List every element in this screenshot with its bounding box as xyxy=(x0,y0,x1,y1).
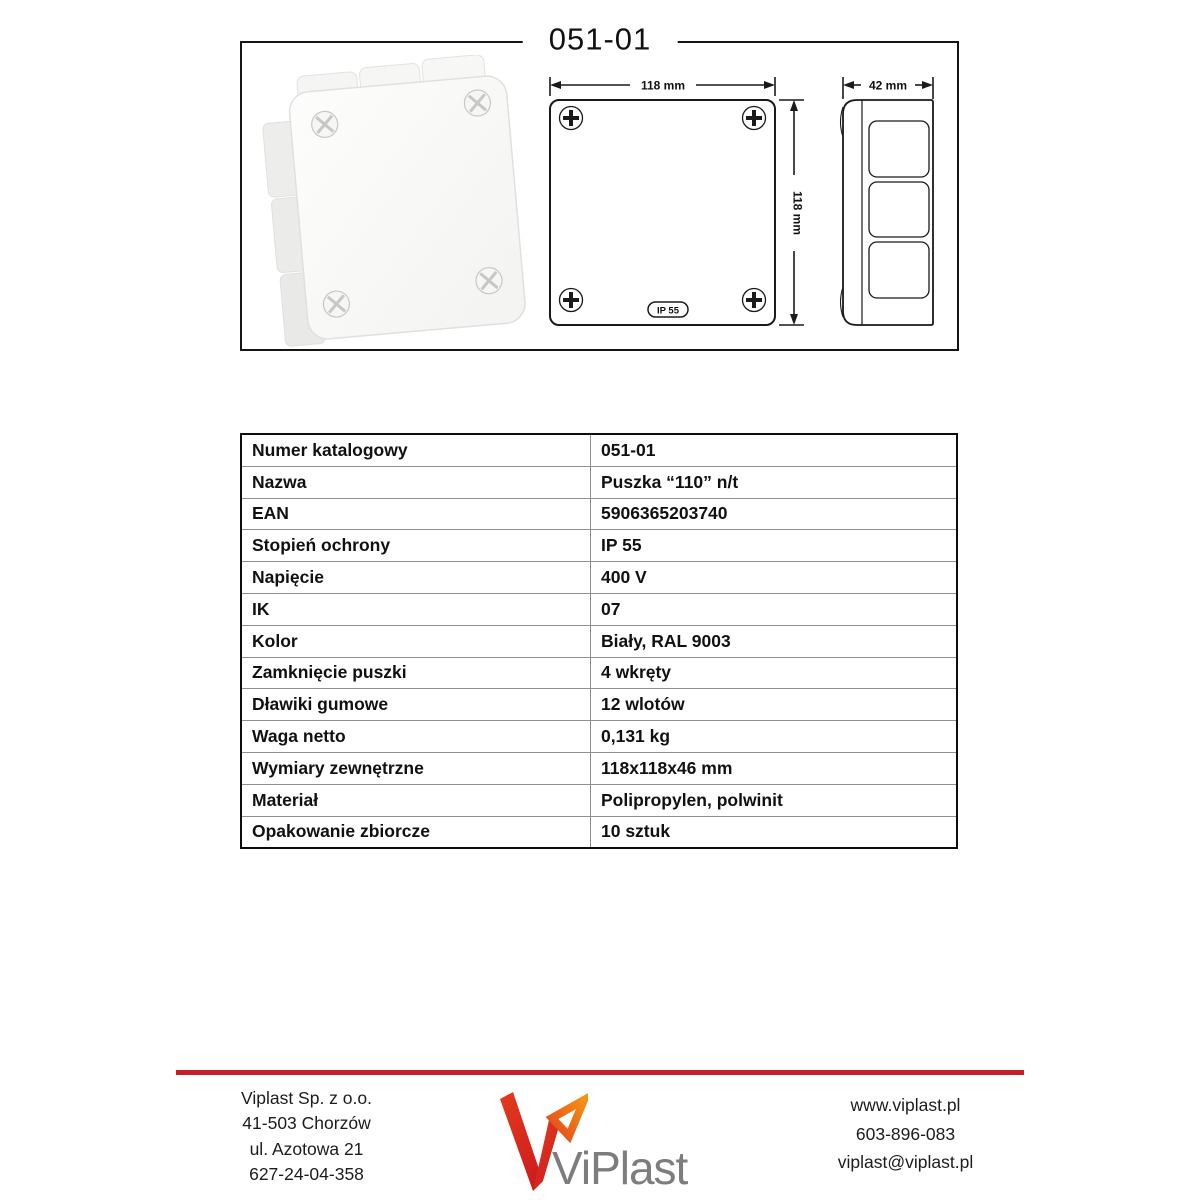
table-row xyxy=(241,466,957,498)
front-width-dimension: 118 mm xyxy=(640,78,686,93)
spec-value: 5906365203740 xyxy=(591,498,958,530)
spec-label: Napięcie xyxy=(241,562,591,594)
spec-label: Materiał xyxy=(241,784,591,816)
contact-email: viplast@viplast.pl xyxy=(837,1152,974,1173)
company-street: ul. Azotowa 21 xyxy=(249,1138,364,1159)
company-city: 41-503 Chorzów xyxy=(242,1113,371,1134)
table-row xyxy=(241,498,957,530)
front-view-drawing xyxy=(546,73,812,331)
spec-table xyxy=(240,433,958,849)
spec-label: Numer katalogowy xyxy=(241,434,591,466)
side-width-dimension: 42 mm xyxy=(868,78,908,93)
company-name: Viplast Sp. z o.o. xyxy=(240,1088,372,1108)
grommet-panel xyxy=(869,121,929,177)
company-address xyxy=(204,1086,409,1188)
front-height-dimension: 118 mm xyxy=(790,190,805,236)
viplast-logo xyxy=(490,1089,730,1195)
table-row xyxy=(241,784,957,816)
table-row xyxy=(241,657,957,689)
side-view-drawing xyxy=(836,73,948,331)
spec-value: 07 xyxy=(591,593,958,625)
table-row xyxy=(241,689,957,721)
spec-label: Nazwa xyxy=(241,466,591,498)
spec-value: 10 sztuk xyxy=(591,816,958,848)
table-row xyxy=(241,434,957,466)
spec-label: Opakowanie zbiorcze xyxy=(241,816,591,848)
screw-icon xyxy=(743,107,766,130)
page-title: 051-01 xyxy=(523,22,678,58)
spec-value: Polipropylen, polwinit xyxy=(591,784,958,816)
screw-icon xyxy=(743,289,766,312)
spec-label: Dławiki gumowe xyxy=(241,689,591,721)
table-row xyxy=(241,721,957,753)
spec-value: 051-01 xyxy=(601,439,656,460)
table-row xyxy=(241,752,957,784)
product-photo xyxy=(250,55,530,347)
product-image-panel xyxy=(240,41,959,351)
grommet-panel xyxy=(869,242,929,298)
spec-label: Wymiary zewnętrzne xyxy=(241,752,591,784)
spec-label: Stopień ochrony xyxy=(241,530,591,562)
spec-value: IP 55 xyxy=(591,530,958,562)
spec-value: 400 V xyxy=(591,562,958,594)
spec-value: 12 wlotów xyxy=(591,689,958,721)
table-row xyxy=(241,530,957,562)
table-row xyxy=(241,625,957,657)
contact-website: www.viplast.pl xyxy=(850,1095,961,1115)
footer-divider xyxy=(176,1070,1024,1075)
spec-value: Biały, RAL 9003 xyxy=(591,625,958,657)
spec-label: Kolor xyxy=(241,625,591,657)
contact-info xyxy=(798,1091,1013,1177)
ip-rating-label: IP 55 xyxy=(656,305,680,317)
grommet-panel xyxy=(869,182,929,237)
screw-icon xyxy=(560,289,583,312)
logo-wordmark: ViPlast xyxy=(552,1142,688,1194)
company-phone: 627-24-04-358 xyxy=(249,1164,364,1185)
spec-value: Puszka “110” n/t xyxy=(591,466,958,498)
spec-value: 4 wkręty xyxy=(591,657,958,689)
table-row xyxy=(241,816,957,848)
table-row xyxy=(241,593,957,625)
spec-value: 0,131 kg xyxy=(591,721,958,753)
spec-label: IK xyxy=(241,593,591,625)
table-row xyxy=(241,562,957,594)
screw-icon xyxy=(560,107,583,130)
spec-label: Waga netto xyxy=(241,721,591,753)
spec-label: EAN xyxy=(241,498,591,530)
spec-label: Zamknięcie puszki xyxy=(241,657,591,689)
spec-value: 118x118x46 mm xyxy=(591,752,958,784)
contact-phone: 603-896-083 xyxy=(855,1123,956,1144)
